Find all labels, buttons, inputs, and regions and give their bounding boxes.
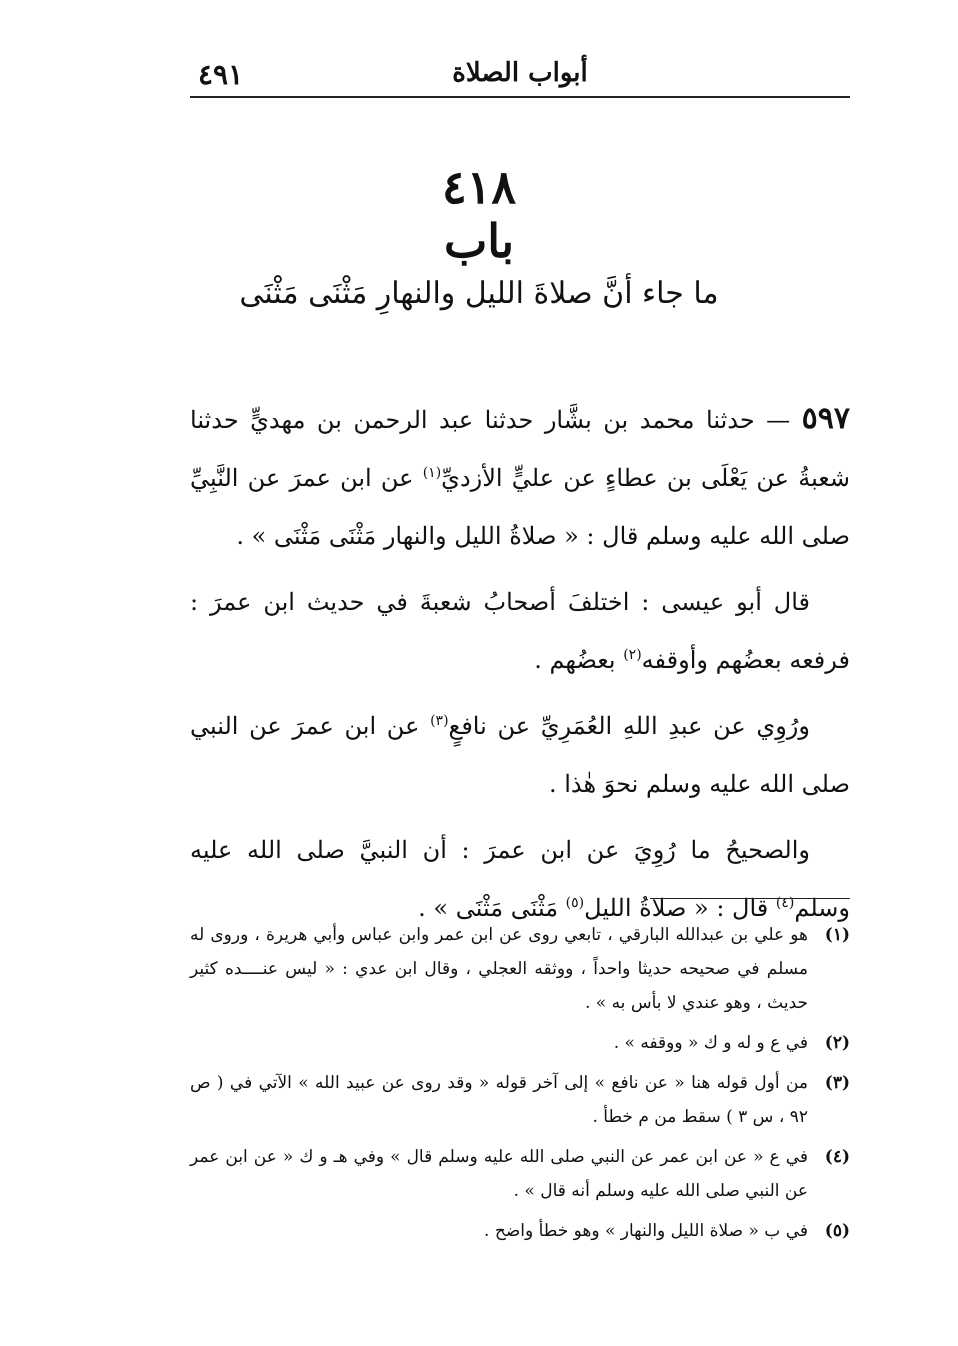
commentary-text: مَثْنَى مَثْنَى » .	[418, 894, 566, 922]
footnote-text: من أول قوله هنا « عن نافع » إلى آخر قوله « وقد روى عن عبيد الله » الآتي في ( ص ٩٢ ، س ٣ ) سقط من م خطأ .	[190, 1073, 808, 1127]
footnote-label: (١)	[824, 925, 850, 945]
hadith-body	[190, 390, 850, 945]
footnote	[190, 1066, 850, 1134]
footnote-text: في ب « صلاة الليل والنهار » وهو خطأ واضح .	[484, 1221, 808, 1241]
footnote	[190, 1140, 850, 1208]
footnote	[190, 1214, 850, 1248]
commentary-text: ورُوِي عن عبدِ اللهِ العُمَرِيِّ عن نافعٍ	[448, 712, 810, 740]
hadith-paragraph-3	[190, 697, 850, 813]
chapter-heading: ما جاء أنَّ صلاةَ الليل والنهارِ مَثْنَى مَثْنَى	[239, 276, 719, 311]
footnote	[190, 1026, 850, 1060]
commentary-text: عن ابن عمرَ عن النبي صلى الله عليه وسلم نحوَ هٰذا .	[190, 712, 850, 798]
footnote-separator	[650, 898, 850, 899]
footnotes	[190, 918, 850, 1254]
footnote-label: (٥)	[824, 1221, 850, 1241]
footnote-ref: (١)	[422, 465, 442, 481]
footnote-ref: (٥)	[565, 895, 585, 911]
footnote-text: هو علي بن عبدالله البارقي ، تابعي روى عن ابن عمر وابن عباس وأبي هريرة ، وروى له مسلم في صحيحه حديثا واحداً ، ووثقه العجلي ، وقال ابن عدي : « ليس عنــــده كثير حديث ، وهو عندي لا بأس به » .	[190, 925, 808, 1013]
footnote-text: في ع و له و ك « ووقفه » .	[613, 1033, 808, 1053]
chapter-bab: باب	[443, 214, 515, 268]
footnote-ref: (٣)	[430, 713, 449, 729]
footnote-ref: (٢)	[623, 647, 642, 663]
hadith-paragraph-2	[190, 573, 850, 689]
hadith-text: — حدثنا محمد بن بشَّار حدثنا عبد الرحمن بن مهديٍّ حدثنا شعبةُ عن يَعْلَى بن عطاءٍ عن عليٍّ الأزديِّ	[190, 406, 850, 492]
commentary-text: قال : « صلاةُ الليل	[584, 894, 776, 922]
chapter-number: ٤١٨	[441, 160, 517, 214]
commentary-text: والصحيحُ ما رُوِيَ عن ابن عمرَ : أن النبيَّ صلى الله عليه وسلم	[190, 836, 850, 922]
commentary-text: قال أبو عيسى : اختلفَ أصحابُ شعبةَ في حديث ابن عمرَ : فرفعه بعضُهم وأوقفه	[190, 588, 850, 674]
footnote-label: (٤)	[824, 1147, 850, 1167]
commentary-text: بعضُهم .	[534, 646, 624, 674]
footnote-ref: (٤)	[775, 895, 795, 911]
hadith-paragraph-1	[190, 390, 850, 565]
running-header	[190, 52, 850, 98]
hadith-number: ٥٩٧	[801, 401, 850, 436]
page-number: ٤٩١	[198, 58, 244, 91]
running-title: أبواب الصلاة	[452, 58, 588, 88]
hadith-text: عن ابن عمرَ عن النَّبِيِّ صلى الله عليه وسلم قال : « صلاةُ الليل والنهار مَثْنَى مَثْنَى » .	[190, 464, 850, 550]
footnote	[190, 918, 850, 1020]
footnote-label: (٢)	[824, 1033, 850, 1053]
footnote-label: (٣)	[824, 1073, 850, 1093]
footnote-text: في ع « عن ابن عمر عن النبي صلى الله عليه وسلم قال » وفي هـ و ك « عن ابن عمر عن النبي صلى الله عليه وسلم أنه قال » .	[190, 1147, 808, 1201]
